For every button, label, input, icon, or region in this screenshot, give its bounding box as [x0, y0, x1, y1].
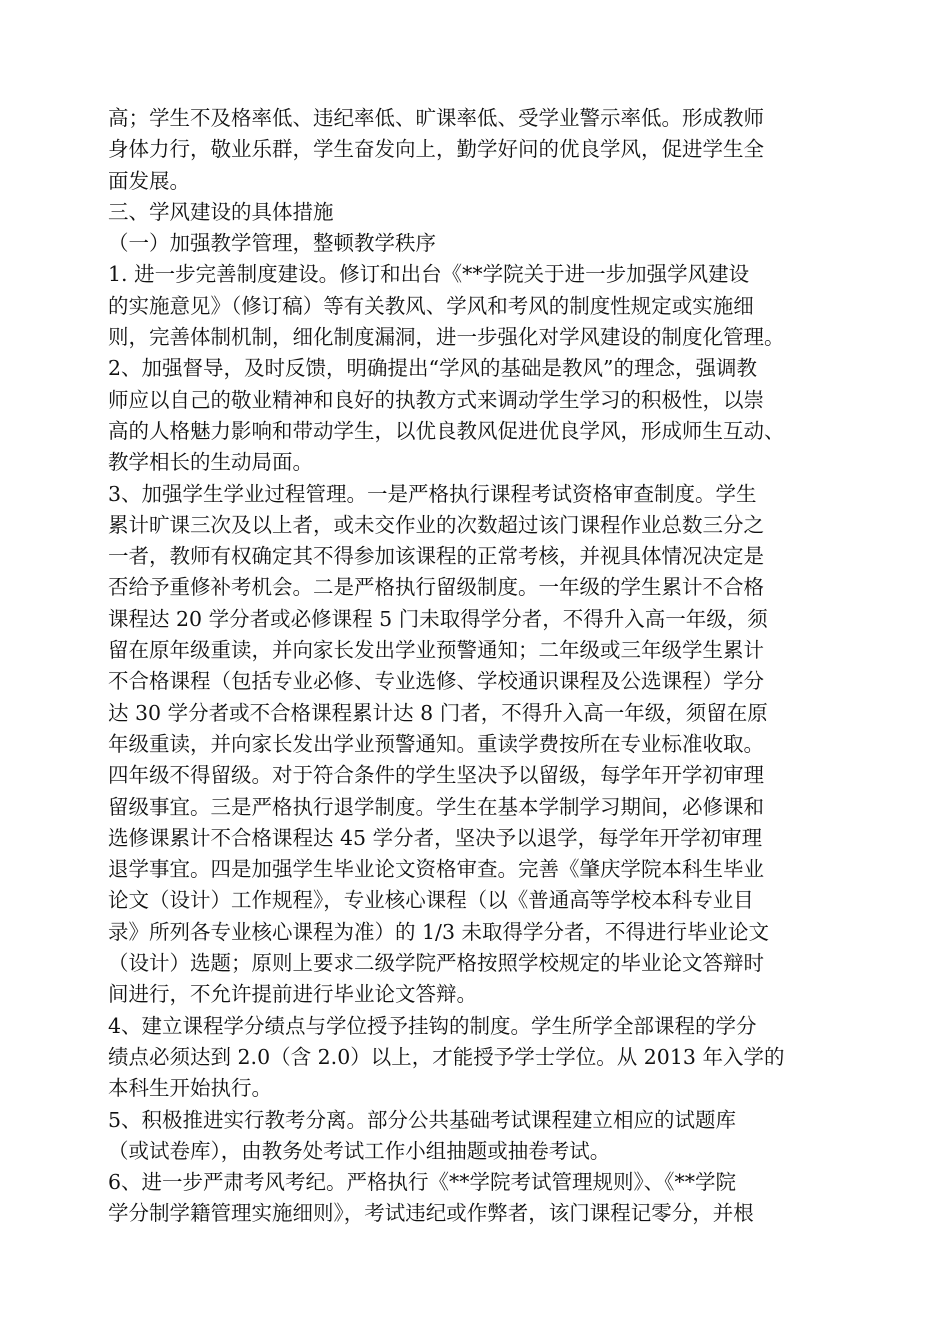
text-line: （设计）选题；原则上要求二级学院严格按照学校规定的毕业论文答辩时 [108, 951, 764, 976]
text-line: 四年级不得留级。对于符合条件的学生坚决予以留级，每学年开学初审理 [108, 763, 764, 788]
text-line: 教学相长的生动局面。 [108, 450, 313, 475]
document-body [108, 103, 888, 1230]
section-heading: 三、学风建设的具体措施 [108, 199, 334, 224]
text-line: 学分制学籍管理实施细则》，考试违纪或作弊者，该门课程记零分，并根 [108, 1201, 754, 1226]
text-line: 留在原年级重读，并向家长发出学业预警通知；二年级或三年级学生累计 [108, 638, 764, 663]
text-line: 2、加强督导，及时反馈，明确提出“学风的基础是教风”的理念，强调教 [108, 356, 758, 381]
text-line: 1. 进一步完善制度建设。修订和出台《**学院关于进一步加强学风建设 [108, 262, 750, 287]
text-line: 3、加强学生学业过程管理。一是严格执行课程考试资格审查制度。学生 [108, 481, 757, 506]
text-line: 5、积极推进实行教考分离。部分公共基础考试课程建立相应的试题库 [108, 1107, 737, 1132]
text-line: 选修课累计不合格课程达 45 学分者，坚决予以退学，每学年开学初审理 [108, 825, 763, 850]
text-line: 留级事宜。三是严格执行退学制度。学生在基本学制学习期间，必修课和 [108, 794, 764, 819]
text-line: 绩点必须达到 2.0（含 2.0）以上，才能授予学士学位。从 2013 年入学的 [108, 1044, 785, 1069]
text-line: 退学事宜。四是加强学生毕业论文资格审查。完善《肇庆学院本科生毕业 [108, 857, 764, 882]
text-line: 录》所列各专业核心课程为准）的 1/3 未取得学分者，不得进行毕业论文 [108, 919, 770, 944]
text-line: 高的人格魅力影响和带动学生，以优良教风促进优良学风，形成师生互动、 [108, 418, 785, 443]
text-line: 论文（设计）工作规程》，专业核心课程（以《普通高等学校本科专业目 [108, 888, 754, 913]
text-line: （或试卷库），由教务处考试工作小组抽题或抽卷考试。 [108, 1138, 611, 1163]
text-line: 6、进一步严肃考风考纪。严格执行《**学院考试管理规则》、《**学院 [108, 1170, 737, 1195]
text-line: 年级重读，并向家长发出学业预警通知。重读学费按所在专业标准收取。 [108, 731, 764, 756]
text-line: 一者，教师有权确定其不得参加该课程的正常考核，并视具体情况决定是 [108, 544, 764, 569]
text-line: 达 30 学分者或不合格课程累计达 8 门者，不得升入高一年级，须留在原 [108, 700, 768, 725]
text-line: 高；学生不及格率低、违纪率低、旷课率低、受学业警示率低。形成教师 [108, 106, 764, 130]
text-line: 师应以自己的敬业精神和良好的执教方式来调动学生学习的积极性，以崇 [108, 387, 764, 412]
text-line: 否给予重修补考机会。二是严格执行留级制度。一年级的学生累计不合格 [108, 575, 764, 600]
text-line: 本科生开始执行。 [108, 1076, 272, 1101]
text-line: 不合格课程（包括专业必修、专业选修、学校通识课程及公选课程）学分 [108, 669, 764, 694]
text-line: 课程达 20 学分者或必修课程 5 门未取得学分者，不得升入高一年级，须 [108, 606, 768, 631]
text-line: 身体力行，敬业乐群，学生奋发向上，勤学好问的优良学风，促进学生全 [108, 137, 764, 162]
text-line: 累计旷课三次及以上者，或未交作业的次数超过该门课程作业总数三分之 [108, 512, 764, 537]
text-line: 4、建立课程学分绩点与学位授予挂钩的制度。学生所学全部课程的学分 [108, 1013, 757, 1038]
text-line: 间进行，不允许提前进行毕业论文答辩。 [108, 982, 477, 1007]
text-line: 则，完善体制机制，细化制度漏洞，进一步强化对学风建设的制度化管理。 [108, 325, 785, 350]
text-line: 的实施意见》（修订稿）等有关教风、学风和考风的制度性规定或实施细 [108, 293, 754, 318]
subsection-heading: （一）加强教学管理，整顿教学秩序 [108, 231, 436, 256]
text-line: 面发展。 [108, 168, 190, 193]
